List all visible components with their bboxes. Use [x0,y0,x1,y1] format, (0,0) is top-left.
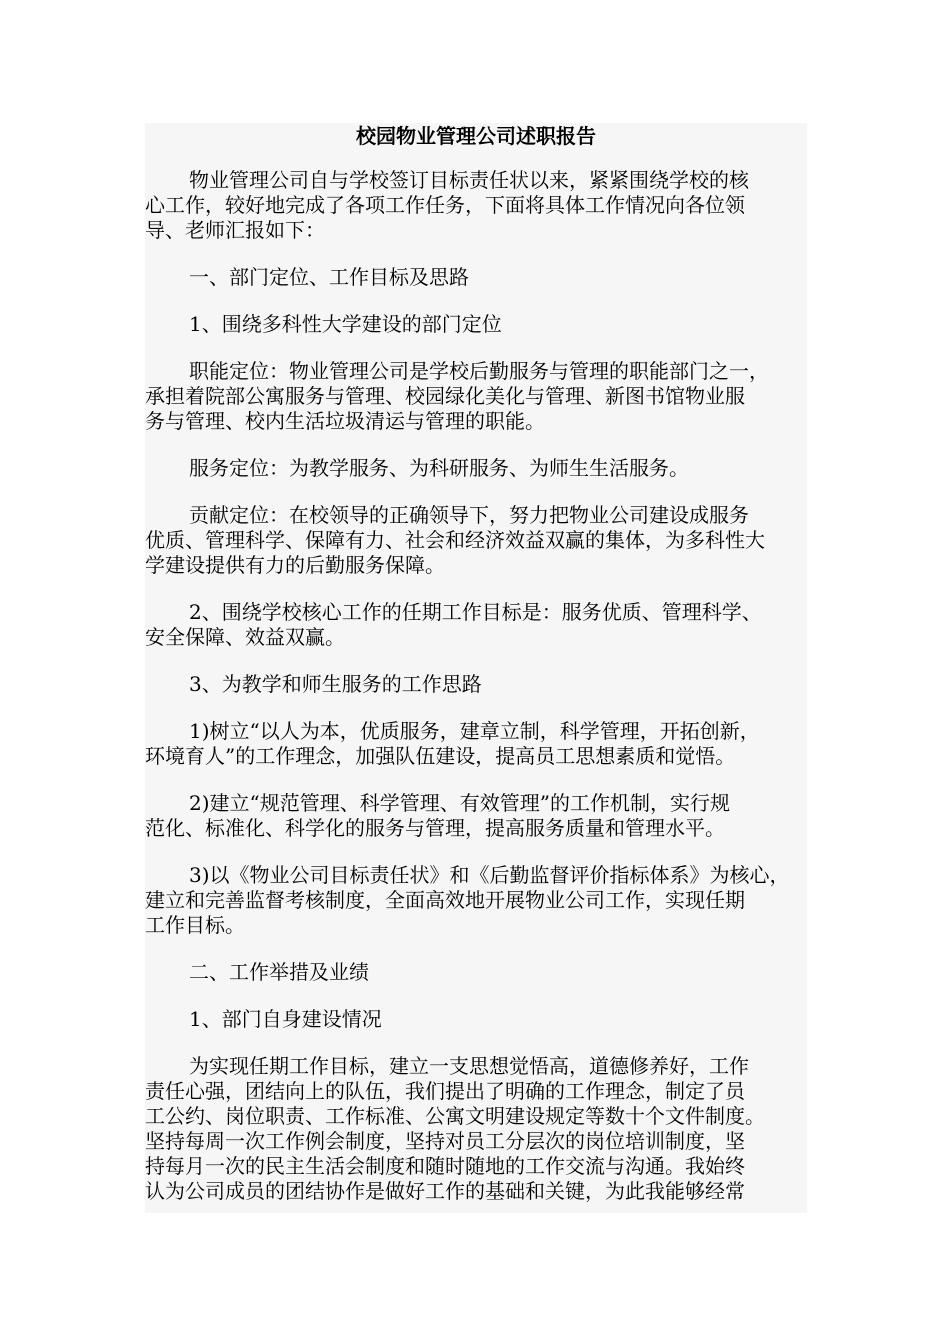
paragraph-line: 二、工作举措及业绩 [189,960,369,984]
paragraph-line: 1、部门自身建设情况 [189,1007,382,1031]
paragraph-line: 坚持每周一次工作例会制度，坚持对员工分层次的岗位培训制度，坚 [145,1129,745,1153]
paragraph-line: 认为公司成员的团结协作是做好工作的基础和关键，为此我能够经常 [145,1179,745,1203]
paragraph [145,672,807,697]
paragraph-line: 一、部门定位、工作目标及思路 [189,265,469,289]
paragraph-line: 环境育人”的工作理念，加强队伍建设，提高员工思想素质和觉悟。 [145,744,736,768]
paragraph [145,265,807,290]
paragraph-line: 贡献定位：在校领导的正确领导下，努力把物业公司建设成服务 [189,503,749,527]
paragraph [145,719,807,769]
paragraph-line: 心工作，较好地完成了各项工作任务，下面将具体工作情况向各位领 [145,193,745,217]
paragraph [145,312,807,337]
paragraph [145,791,807,841]
paragraph-line: 服务定位：为教学服务、为科研服务、为师生生活服务。 [189,456,689,480]
paragraph [145,503,807,578]
paragraph-line: 承担着院部公寓服务与管理、校园绿化美化与管理、新图书馆物业服 [145,384,745,408]
paragraph-list [145,168,835,1204]
paragraph-line: 2)建立“规范管理、科学管理、有效管理”的工作机制，实行规 [189,791,730,815]
paragraph-line: 3、为教学和师生服务的工作思路 [189,672,482,696]
paragraph-line: 物业管理公司自与学校签订目标责任状以来，紧紧围绕学校的核 [189,168,749,192]
paragraph-line: 职能定位：物业管理公司是学校后勤服务与管理的职能部门之一， [189,359,769,383]
paragraph [145,168,807,243]
paragraph-line: 工作目标。 [145,913,245,937]
paragraph-line: 持每月一次的民主生活会制度和随时随地的工作交流与沟通。我始终 [145,1154,745,1178]
paragraph [145,1007,807,1032]
paragraph-line: 导、老师汇报如下： [145,218,325,242]
paragraph-line: 工公约、岗位职责、工作标准、公寓文明建设规定等数十个文件制度。 [145,1104,765,1128]
paragraph-line: 安全保障、效益双赢。 [145,625,345,649]
paragraph [145,1054,807,1204]
paragraph-line: 2、围绕学校核心工作的任期工作目标是：服务优质、管理科学、 [189,600,762,624]
paragraph-line: 务与管理、校内生活垃圾清运与管理的职能。 [145,409,545,433]
paragraph-line: 为实现任期工作目标，建立一支思想觉悟高，道德修养好，工作 [189,1054,749,1078]
paragraph [145,863,807,938]
paragraph-line: 1、围绕多科性大学建设的部门定位 [189,312,502,336]
paragraph-line: 范化、标准化、科学化的服务与管理，提高服务质量和管理水平。 [145,816,725,840]
paragraph-line: 责任心强，团结向上的队伍，我们提出了明确的工作理念，制定了员 [145,1079,745,1103]
paragraph-line: 学建设提供有力的后勤服务保障。 [145,553,445,577]
paragraph-line: 建立和完善监督考核制度，全面高效地开展物业公司工作，实现任期 [145,888,745,912]
paragraph [145,960,807,985]
paragraph-line: 3)以《物业公司目标责任状》和《后勤监督评价指标体系》为核心， [189,863,790,887]
paragraph-line: 优质、管理科学、保障有力、社会和经济效益双赢的集体，为多科性大 [145,528,765,552]
paragraph [145,456,807,481]
paragraph-line: 1)树立“以人为本，优质服务，建章立制，科学管理，开拓创新， [189,719,760,743]
document-body [145,122,835,1226]
document-title: 校园物业管理公司述职报告 [356,124,596,148]
paragraph [145,600,807,650]
paragraph [145,359,807,434]
